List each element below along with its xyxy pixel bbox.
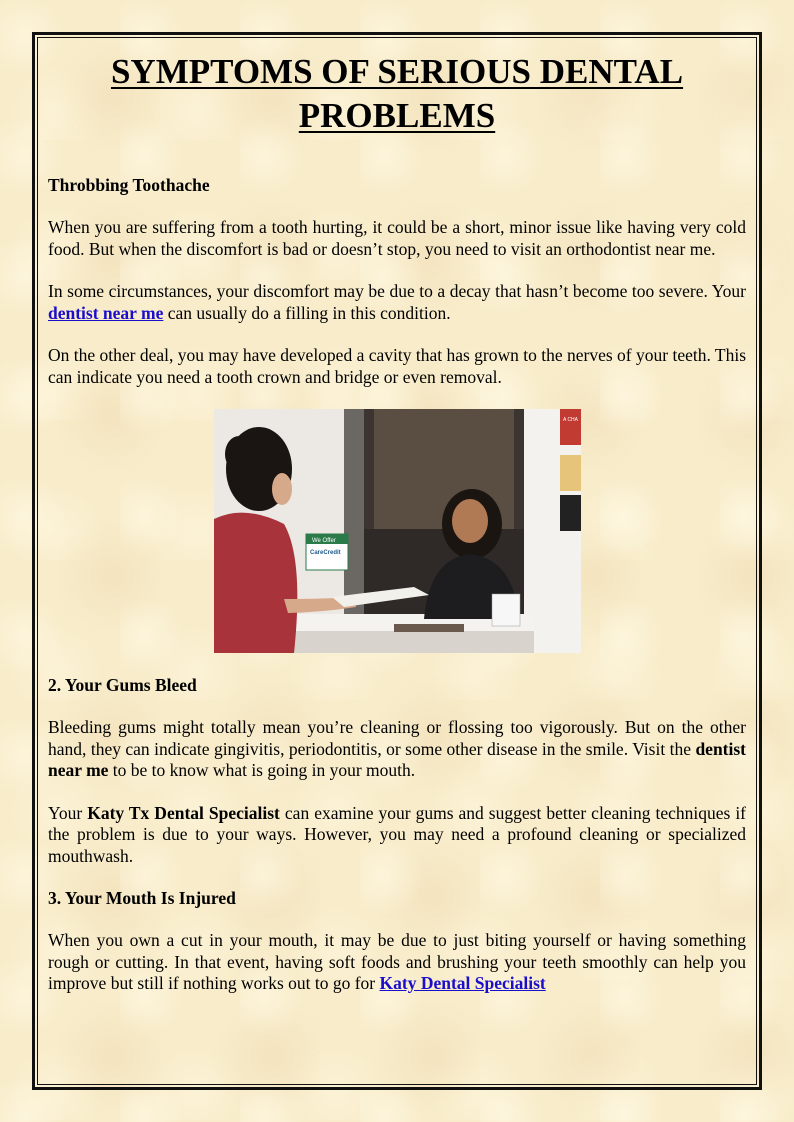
section-heading-mouth-injured: 3. Your Mouth Is Injured	[48, 888, 236, 908]
dental-reception-photo	[214, 409, 581, 653]
dentist-near-me-bold: dentist near me	[48, 738, 746, 780]
section-heading-toothache: Throbbing Toothache	[48, 175, 210, 195]
title-line-2: PROBLEMS	[298, 96, 496, 135]
paragraph-toothache-3: On the other deal, you may have developed a cavity that has grown to the nerves of your teeth. This can indicate you need a tooth crown and bridge or even removal.	[48, 345, 747, 387]
paragraph-text: to be to know what is going in your mouth.	[108, 760, 416, 780]
sign-we-offer: We Offer	[312, 538, 336, 544]
paragraph-text: can usually do a filling in this condition.	[163, 302, 451, 323]
dentist-near-me-link[interactable]: dentist near me	[48, 302, 164, 323]
document-body	[48, 48, 746, 995]
poster-text: A CHA	[563, 417, 579, 423]
paragraph-toothache-1: When you are suffering from a tooth hurting, it could be a short, minor issue like having very cold food. But when the discomfort is bad or doesn’t stop, you need to visit an orthodontist near me.	[48, 217, 746, 259]
paragraph-text: Bleeding gums might totally mean you’re cleaning or flossing too vigorously. But on the other hand, they can indicate gingivitis, periodontitis, or some other disease in the smile. Visit the	[48, 717, 746, 759]
paragraph-text: When you own a cut in your mouth, it may be due to just biting yourself or having something rough or cutting. In that event, having soft foods and brushing your teeth smoothly can help you improve but still if nothing works out to go for	[48, 930, 746, 993]
paragraph-mouth-1	[48, 930, 746, 995]
paragraph-text: Your	[48, 802, 88, 823]
page-title	[48, 48, 746, 138]
paragraph-text: can examine your gums and suggest better cleaning techniques if the problem is due to your ways. However, you may need a profound cleaning or specialized mouthwash.	[48, 802, 747, 866]
sign-carecredit: CareCredit	[310, 550, 341, 556]
paragraph-gums-2	[48, 803, 746, 868]
paragraph-toothache-2	[48, 281, 746, 324]
title-line-1: SYMPTOMS OF SERIOUS DENTAL	[110, 52, 684, 91]
katy-tx-dental-specialist-bold: Katy Tx Dental Specialist	[87, 802, 280, 823]
section-heading-gums-bleed: 2. Your Gums Bleed	[48, 675, 197, 695]
paragraph-text: In some circumstances, your discomfort may be due to a decay that hasn’t become too severe. Your	[48, 281, 746, 301]
katy-dental-specialist-link[interactable]: Katy Dental Specialist	[379, 973, 546, 993]
paragraph-gums-1	[48, 717, 746, 782]
